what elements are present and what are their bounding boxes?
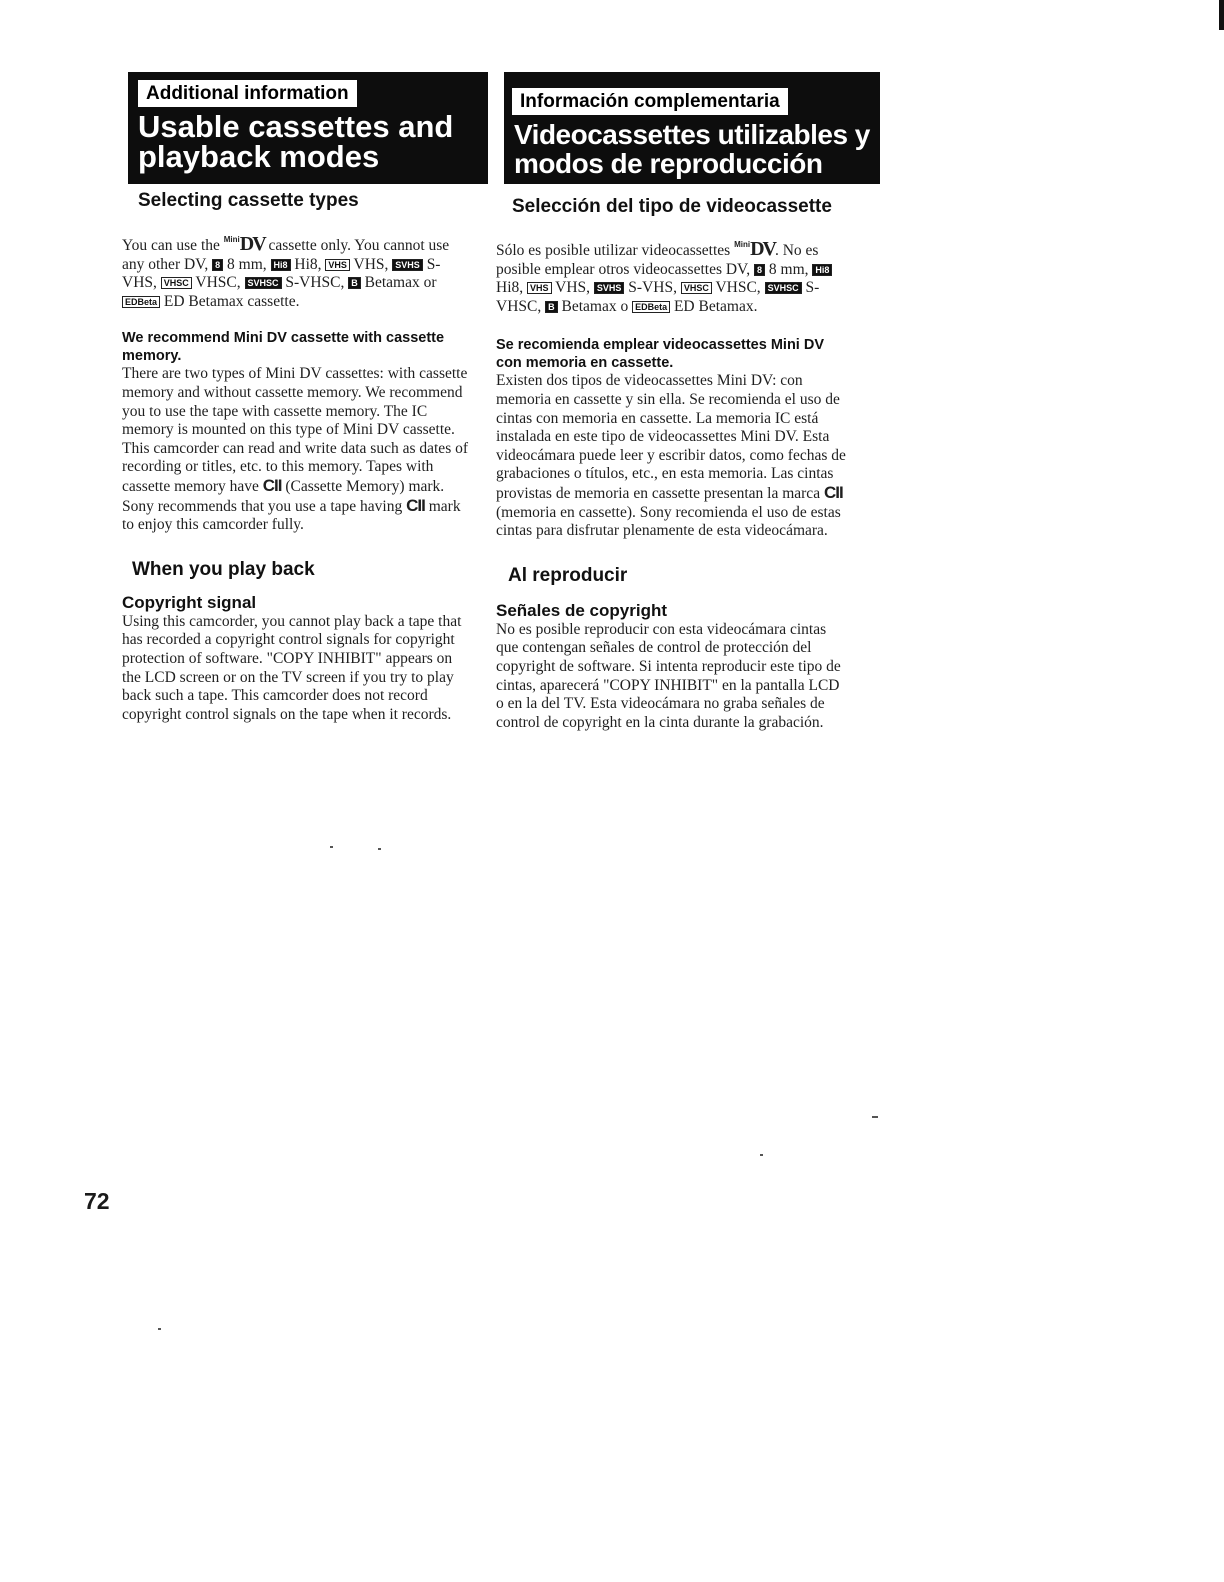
vhsc-logo-icon: VHSC	[161, 277, 192, 289]
svhsc-logo-icon: SVHSC	[765, 282, 802, 294]
ed-betamax-logo-icon: EDBeta	[122, 296, 160, 308]
text-fragment: Hi8,	[496, 279, 524, 297]
cassette-memory-mark-icon: CII	[262, 475, 282, 495]
spanish-paragraph-copyright: No es posible reproducir con esta videocámara cintas que contengan señales de control de protección del copyright de software. Si intenta reproducir este tipo de cintas, aparecerá "COPY INHIBIT" en la pantalla LCD o en la del TV. Esta videocámara no graba señales de control de copyright en la cinta durante la grabación.	[496, 620, 841, 731]
text-fragment: VHS,	[555, 279, 591, 297]
minidv-logo-mini: Mini	[734, 240, 751, 249]
video8-logo-icon: 8	[212, 259, 223, 271]
cassette-memory-mark-icon: CII	[406, 495, 425, 515]
page-edge-mark	[1219, 0, 1224, 30]
text-fragment: ED Betamax.	[673, 297, 758, 315]
text-fragment: VHS,	[353, 255, 389, 273]
hi8-logo-icon: Hi8	[271, 259, 291, 271]
scan-speck	[872, 1116, 878, 1118]
scan-speck	[760, 1154, 763, 1156]
vhsc-logo-icon: VHSC	[681, 282, 712, 294]
spanish-paragraph-memoria-cassette	[496, 372, 846, 540]
minidv-logo-mini: Mini	[223, 235, 240, 244]
spanish-column	[496, 196, 846, 732]
english-paragraph-cassette-memory	[122, 365, 474, 534]
text-fragment: (memoria en cassette). Sony recomienda el uso de estas cintas para disfrutar plenamente de esta videocámara.	[496, 503, 841, 540]
page-number: 72	[84, 1188, 110, 1214]
spanish-section-tag: Información complementaria	[512, 88, 788, 115]
video8-logo-icon: 8	[754, 264, 765, 276]
english-header-banner	[128, 72, 488, 184]
ed-betamax-logo-icon: EDBeta	[632, 301, 670, 313]
text-fragment: Sólo es posible utilizar videocassettes	[496, 242, 731, 259]
text-fragment: S-VHSC,	[285, 274, 345, 292]
text-fragment: VHSC,	[195, 274, 241, 292]
english-column	[122, 190, 474, 724]
english-page-title: Usable cassettes and playback modes	[138, 109, 454, 174]
text-fragment: VHSC,	[715, 279, 761, 297]
vhs-logo-icon: VHS	[527, 282, 552, 294]
svhsc-logo-icon: SVHSC	[245, 277, 282, 289]
spanish-subheading-recomienda-mini-dv: Se recomienda emplear videocassettes Mini DV con memoria en cassette.	[496, 337, 824, 372]
text-fragment: 8 mm,	[768, 260, 809, 278]
betamax-logo-icon: B	[545, 301, 558, 313]
spanish-header-banner	[504, 72, 880, 184]
english-heading-selecting-cassette-types: Selecting cassette types	[138, 190, 359, 211]
text-fragment: You can use the	[122, 237, 220, 254]
betamax-logo-icon: B	[348, 277, 361, 289]
text-fragment: 8 mm,	[227, 255, 267, 273]
text-fragment: Hi8,	[294, 255, 322, 273]
spanish-subheading-senales-copyright: Señales de copyright	[496, 600, 667, 620]
text-fragment: S-VHS,	[628, 279, 677, 297]
scan-speck	[158, 1328, 161, 1330]
english-heading-when-you-play-back: When you play back	[132, 558, 315, 580]
english-subheading-recommend-mini-dv: We recommend Mini DV cassette with cassette memory.	[122, 330, 445, 365]
text-fragment: Betamax or	[364, 274, 437, 292]
text-fragment: Existen dos tipos de videocassettes Mini DV: con memoria en cassette y sin ella. Se recomienda el uso de cintas con memoria en cassette. La memoria IC está instalada en este tipo de videocassettes Mini DV. Esta videocámara puede leer y escribir datos, como fechas de grabaciones o títulos, etc., en esta memoria. Las cintas provistas de memoria en cassette presentan la marca	[496, 372, 846, 502]
spanish-heading-al-reproducir: Al reproducir	[508, 564, 628, 586]
svhs-logo-icon: SVHS	[392, 259, 423, 271]
text-fragment: S-VHSC,	[496, 279, 820, 315]
text-fragment: . No es posible emplear otros videocassettes DV,	[496, 242, 819, 278]
scan-speck	[330, 846, 333, 848]
text-fragment: mark to enjoy this camcorder fully.	[122, 497, 461, 534]
text-fragment: (Cassette Memory) mark. Sony recommends that you use a tape having	[122, 477, 445, 515]
text-fragment: ED Betamax cassette.	[163, 292, 300, 310]
english-subheading-copyright-signal: Copyright signal	[122, 592, 257, 612]
spanish-heading-seleccion-tipo: Selección del tipo de videocassette	[512, 196, 832, 217]
vhs-logo-icon: VHS	[325, 259, 350, 271]
svhs-logo-icon: SVHS	[594, 282, 625, 294]
english-paragraph-cassette-types	[122, 231, 474, 311]
minidv-logo-icon: DV	[750, 238, 775, 260]
scan-speck	[378, 848, 381, 850]
english-section-tag: Additional information	[138, 80, 357, 107]
hi8-logo-icon: Hi8	[812, 264, 832, 276]
english-paragraph-copyright: Using this camcorder, you cannot play back a tape that has recorded a copyright control signals for copyright protection of software. "COPY INHIBIT" appears on the LCD screen or on the TV screen if you try to play back such a tape. This camcorder does not record copyright control signals on the tape when it records.	[122, 612, 462, 723]
text-fragment: cassette only. You cannot use any other DV,	[122, 237, 450, 273]
minidv-logo-icon: DV	[239, 233, 265, 255]
spanish-page-title: Videocassettes utilizables y modos de reproducción	[514, 119, 870, 179]
spanish-paragraph-tipos-cassette	[496, 236, 846, 316]
text-fragment: Betamax o	[561, 297, 629, 315]
text-fragment: S-VHS,	[122, 255, 441, 292]
cassette-memory-mark-icon: CII	[823, 482, 843, 502]
text-fragment: There are two types of Mini DV cassettes: with cassette memory and without cassette memory. We recommend you to use the tape with cassette memory. The IC memory is mounted on this type of Mini DV cassette. This camcorder can read and write data such as dates of recording or titles, etc. to this memory. Tapes with cassette memory have	[122, 365, 469, 495]
